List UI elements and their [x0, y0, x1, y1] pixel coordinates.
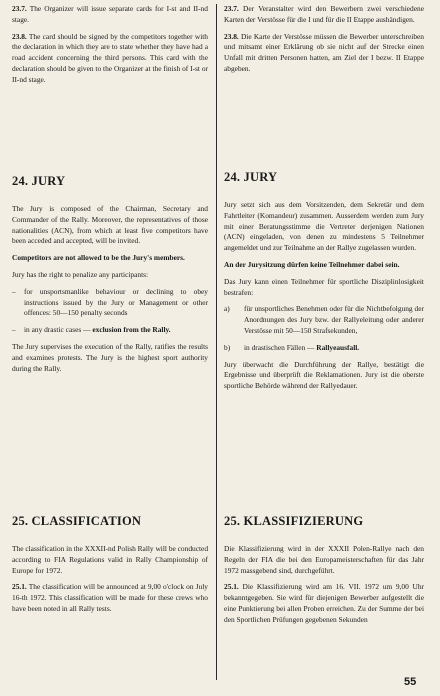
en-jury-list-item-2-emphasis: exclusion from the Rally.	[92, 325, 171, 335]
de-jury-para-3: Das Jury kann einen Teilnehmer für sportliche Disziplinlosigkeit bestrafen:	[224, 276, 424, 297]
de-para-23-7-number: 23.7.	[224, 4, 239, 13]
en-jury-para-2: Competitors are not allowed to be the Jury's members.	[12, 253, 185, 263]
de-heading-jury: 24. JURY	[224, 170, 278, 184]
en-jury-list-item-1: – for unsportsmanlike behaviour or declining to obey instructions issued by the Jury or Management or other offences: 50—150 penalty seconds	[12, 286, 208, 318]
de-section-24	[224, 172, 424, 183]
de-para-23-7	[224, 4, 424, 26]
en-class-para-1: The classification in the XXXII-nd Polish Rally will be conducted according to FIA Regulations valid in Rally Championship of Europe for 1972.	[12, 544, 209, 575]
de-section-23-continued	[224, 4, 424, 81]
en-section-25	[12, 516, 208, 527]
de-para-23-8-text: Die Karte der Verstösse müssen die Bewerber unterschreiben und mitsamt einer Erklärung ob sie nicht auf der Strecke einen Unfall mit dritten Personen hatten, am Ziel der I bezw. II Etappe abgeben.	[224, 31, 424, 73]
de-para-25-1-number: 25.1.	[224, 582, 239, 592]
en-jury-list-item-2: – in any drastic cases — exclusion from the Rally.	[12, 325, 171, 335]
page-number: 55	[404, 676, 417, 688]
en-para-25-1-number: 25.1.	[12, 582, 27, 592]
de-jury-list-item-a-marker: a)	[224, 304, 230, 314]
de-section-25-body	[224, 544, 424, 632]
en-para-23-7-number: 23.7.	[12, 4, 27, 13]
en-para-25-1-text: The classification will be announced at 9,00 o'clock on July 16-th 1972. This classification will be made for these crews who have been noted in all Rally tests.	[12, 582, 209, 613]
en-jury-para-4: The Jury supervises the execution of the Rally, ratifies the results and examines protests. The Jury is the highest sport authority during the Rally.	[12, 341, 208, 373]
de-jury-list-item-a-text: für unsportliches Benehmen oder für die Nichtbefolgung der Anordnungen des Jury bzw. der Rallyeleitung oder anderer Verstösse mit 50—150 Strafsekunden,	[244, 304, 424, 335]
en-section-25-body	[12, 544, 208, 621]
en-para-23-8-number: 23.8.	[12, 31, 27, 41]
en-jury-para-3: Jury has the right to penalize any participants:	[12, 269, 149, 279]
de-jury-list-item-b	[224, 343, 424, 354]
en-para-23-7	[12, 4, 208, 26]
en-para-23-8-text: The card should be signed by the competitors together with the declaration in which they are to state whether they have had a road accident concerning the third persons. This card with the declaration should be given to the Organizer at the finish of I-st or II-nd stage.	[12, 31, 209, 84]
en-jury-list-item-2-text: in any drastic cases —	[24, 325, 93, 335]
de-jury-list-item-b-emphasis: Rallyeausfall.	[316, 342, 360, 352]
de-class-para-1: Die Klassifizierung wird in der XXXII Polen-Rallye nach den Regeln der FIA die bei den Europameisterschaften für das Jahr 1972 massgebend sind, durchgeführt.	[224, 544, 424, 575]
de-para-25-1-text: Die Klassifizierung wird am 16. VII. 1972 um 9,00 Uhr bekanntgegeben. Sie wird für diejenigen Bewerber aufgestellt die eine Punktierung bei allen Proben erreichen. Zu der Summe der bei den Sportlichen Prüfungen gegebenen Sekunden	[224, 582, 424, 624]
en-section-23-continued	[12, 4, 208, 92]
de-jury-para-4: Jury überwacht die Durchführung der Rallye, bestätigt die Ergebnisse und überprüft die Reklamationen. Jury ist die oberste sportliche Behörde während der Rallyedauer.	[224, 359, 424, 391]
de-para-23-8	[224, 32, 424, 75]
de-para-25-1	[224, 582, 424, 625]
de-section-25	[224, 516, 424, 527]
en-jury-list-item-1-text: for unsportsmanlike behaviour or declining to obey instructions issued by the Jury or Management or other offences: 50—150 penalty seconds	[24, 286, 208, 318]
de-jury-para-1: Jury setzt sich aus dem Vorsitzenden, dem Sekretär und dem Fahrtleiter (Komandeur) zusammen. Ausserdem werden zum Jury mit einer Beratungsstimme die Vertreter derjenigen Nationen (ACN) eingeladen, von denen zu mindestens 5 Teilnehmer angemeldet und zur Teilnahme an der Rallye zugelassen wurden.	[224, 200, 424, 253]
de-jury-list-item-b-text: in drastischen Fällen —	[244, 342, 317, 352]
de-jury-list-item-a	[224, 304, 424, 336]
en-para-23-8	[12, 32, 208, 86]
en-para-25-1	[12, 582, 208, 614]
de-heading-klassifizierung: 25. KLASSIFIZIERUNG	[224, 514, 364, 528]
de-para-23-8-number: 23.8.	[224, 31, 239, 41]
de-section-24-body	[224, 200, 424, 398]
de-para-23-7-text: Der Veranstalter wird den Bewerbern zwei verschiedene Karten der Verstösse für die I und für die II Etappe aushändigen.	[224, 4, 424, 24]
en-section-24-body	[12, 204, 208, 380]
en-heading-classification: 25. CLASSIFICATION	[12, 514, 142, 528]
en-para-23-7-text: The Organizer will issue separate cards for I-st and II-nd stage.	[12, 4, 208, 24]
en-section-24	[12, 176, 208, 187]
de-jury-para-2: An der Jurysitzung dürfen keine Teilnehmer dabei sein.	[224, 259, 400, 269]
en-heading-jury: 24. JURY	[12, 174, 66, 188]
en-jury-para-1: The Jury is composed of the Chairman, Secretary and Commander of the Rally. Moreover, the representatives of those nationalities (ACN), from which at least five competitors have been acceded and accepted, will be invited.	[12, 204, 208, 246]
column-divider	[216, 4, 217, 680]
de-jury-list-item-b-marker: b)	[224, 342, 231, 352]
